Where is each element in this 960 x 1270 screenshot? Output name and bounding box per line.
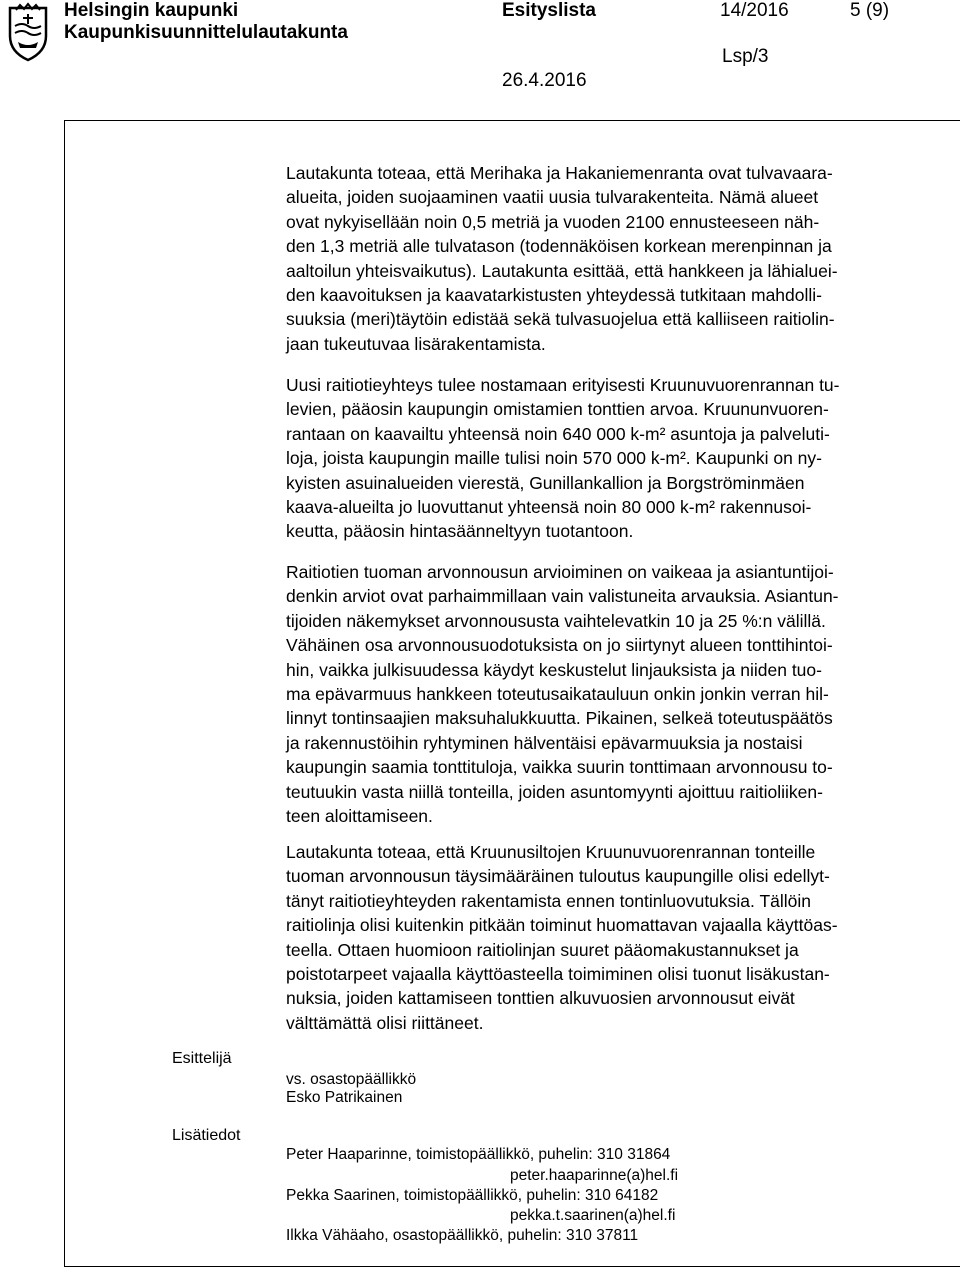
board-name: Kaupunkisuunnittelulautakunta — [64, 22, 348, 43]
left-margin-line — [64, 120, 65, 1266]
text-line: tijoiden näkemykset arvonnoususta vaihtelevatkin 10 ja 25 %:n välillä. — [286, 610, 826, 631]
text-line: nuksia, joiden kattamiseen tonttien alkuvuosien arvonnousut eivät — [286, 988, 795, 1009]
text-line: levien, pääosin kaupungin omistamien tonttien arvoa. Kruununvuoren- — [286, 399, 829, 420]
text-line: kaupungin saamia tonttituloja, vaikka suurin tonttimaan arvonnousu to- — [286, 757, 833, 778]
document-type: Esityslista — [502, 0, 596, 21]
text-line: suuksia (meri)täytöin edistää sekä tulvasuojelua että kalliiseen raitiolin- — [286, 309, 835, 330]
text-line: raitiolinja olisi kuitenkin pitkään toiminut huomattavan vajaalla käyttöas- — [286, 915, 838, 936]
contacts-label: Lisätiedot — [172, 1127, 241, 1144]
text-line: teella. Ottaen huomioon raitiolinjan suuret pääomakustannukset ja — [286, 939, 799, 960]
text-line: poistotarpeet vajaalla käyttöasteella toimiminen olisi tuonut lisäkustan- — [286, 964, 830, 985]
contact-email[interactable]: peter.haaparinne(a)hel.fi — [510, 1167, 679, 1184]
text-line: Uusi raitiotieyhteys tulee nostamaan erityisesti Kruunuvuorenrannan tu- — [286, 375, 840, 395]
contact-line: Pekka Saarinen, toimistopäällikkö, puhelin: 310 64182 — [286, 1187, 659, 1204]
helsinki-crest-logo — [6, 2, 50, 62]
text-line: kaava-alueilta jo luovuttanut yhteensä noin 80 000 k-m² rakennusoi- — [286, 497, 812, 518]
text-line: aaltoilun yhteisvaikutus). Lautakunta esittää, että hankkeen ja lähialuei- — [286, 260, 838, 281]
page-number: 5 (9) — [850, 0, 890, 21]
header-divider — [64, 120, 960, 121]
text-line: kyisten asuinalueiden vierestä, Gunillankallion ja Borgströminmäen — [286, 472, 805, 493]
presenter-label: Esittelijä — [172, 1050, 232, 1067]
text-line: alueita, joiden suojaaminen vaatii uusia tulvarakenteita. Nämä alueet — [286, 187, 819, 208]
text-line: ovat nykyisellään noin 0,5 metriä ja vuoden 2100 ennusteeseen näh- — [286, 211, 820, 232]
text-line: Vähäinen osa arvonnousuodotuksista on jo siirtynyt alueen tonttihintoi- — [286, 635, 833, 656]
text-line: denkin arviot ovat parhaimmillaan vain valistuneita arvauksia. Asiantun- — [286, 586, 839, 607]
text-line: Lautakunta toteaa, että Kruunusiltojen Kruunuvuorenrannan tonteille — [286, 842, 816, 862]
item-code: Lsp/3 — [722, 46, 769, 67]
text-line: linnyt tontinsaajien maksuhalukkuutta. Pikainen, selkeä toteutuspäätös — [286, 708, 833, 729]
city-name: Helsingin kaupunki — [64, 0, 239, 21]
text-line: ja rakennustöihin ryhtyminen hälventäisi epävarmuuksia ja nostaisi — [286, 732, 803, 753]
text-line: loja, joista kaupungin maille tulisi noin 570 000 k-m². Kaupunki on ny- — [286, 448, 822, 469]
meeting-number: 14/2016 — [720, 0, 789, 21]
text-line: rantaan on kaavailtu yhteensä noin 640 000 k-m² asuntoja ja palveluti- — [286, 423, 830, 444]
contact-line: Ilkka Vähäaho, osastopäällikkö, puhelin: 310 37811 — [286, 1227, 639, 1244]
paragraph-kruunusillat — [286, 840, 950, 1035]
text-line: jaan tukeutuvaa lisärakentamista. — [286, 333, 546, 354]
text-line: den kaavoituksen ja kaavatarkistusten yhteydessä tutkitaan mahdolli- — [286, 285, 822, 306]
text-line: Lautakunta toteaa, että Merihaka ja Hakaniemenranta ovat tulvavaara- — [286, 163, 833, 183]
presenter-title: vs. osastopäällikkö — [286, 1071, 417, 1088]
meeting-date: 26.4.2016 — [502, 70, 587, 91]
contact-email[interactable]: pekka.t.saarinen(a)hel.fi — [510, 1207, 676, 1224]
text-line: den 1,3 metriä alle tulvatason (todennäköisen korkean merenpinnan ja — [286, 236, 832, 257]
text-line: tänyt raitiotieyhteyden rakentamista ennen tontinluovutuksia. Tällöin — [286, 890, 811, 911]
text-line: keutta, pääosin hintasäänneltyyn tuotantoon. — [286, 521, 634, 542]
text-line: hin, vaikka julkisuudessa käydyt keskustelut linjauksista ja niiden tuo- — [286, 659, 822, 680]
text-line: ma epävarmuus hankkeen toteutusaikatauluun onkin jonkin verran hil- — [286, 684, 829, 705]
text-line: tuoman arvonnousun täysimääräinen tuloutus kaupungille olisi edellyt- — [286, 866, 830, 887]
paragraph-tramway-value — [286, 373, 950, 544]
paragraph-flood-risk — [286, 161, 950, 356]
text-line: Raitiotien tuoman arvonnousun arvioiminen on vaikeaa ja asiantuntijoi- — [286, 562, 834, 582]
text-line: teen aloittamiseen. — [286, 806, 433, 827]
footer-divider — [64, 1266, 960, 1267]
paragraph-value-estimation — [286, 560, 950, 828]
presenter-name: Esko Patrikainen — [286, 1089, 403, 1106]
text-line: välttämättä olisi riittäneet. — [286, 1012, 484, 1033]
contact-line: Peter Haaparinne, toimistopäällikkö, puhelin: 310 31864 — [286, 1146, 671, 1163]
text-line: teutuukin vasta niillä tonteilla, joiden asuntomyynti ajoittuu raitioliiken- — [286, 781, 823, 802]
